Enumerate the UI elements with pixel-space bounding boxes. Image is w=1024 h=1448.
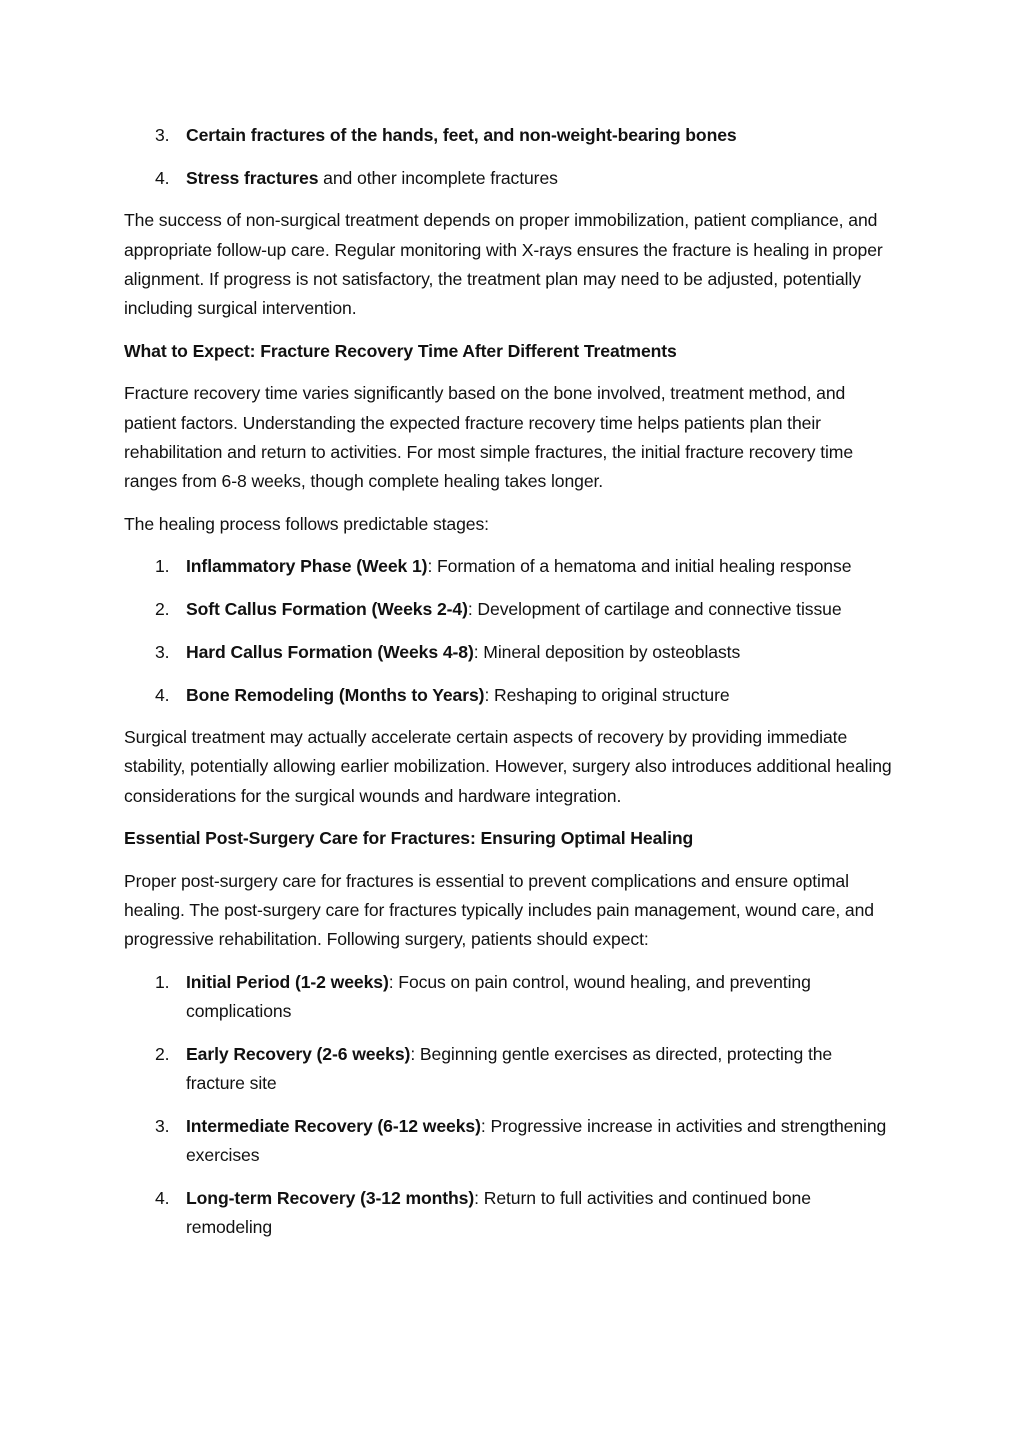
list-item xyxy=(124,1112,894,1170)
list-number: 2. xyxy=(155,1044,170,1065)
list-item-bold: Initial Period (1-2 weeks) xyxy=(186,972,389,993)
list-item-bold: Stress fractures xyxy=(186,167,319,188)
list-item xyxy=(124,164,894,193)
list-item-text: : Mineral deposition by osteoblasts xyxy=(473,641,741,662)
list-number: 1. xyxy=(155,556,170,577)
list-item xyxy=(124,638,894,667)
list-item-bold: Inflammatory Phase (Week 1) xyxy=(186,556,428,577)
list-item-bold: Hard Callus Formation (Weeks 4-8) xyxy=(186,641,474,662)
list-number: 3. xyxy=(155,641,170,662)
paragraph: The success of non-surgical treatment depends on proper immobilization, patient compliance, and appropriate follow-up care. Regular monitoring with X-rays ensures the fracture is healing in proper alignment. If progress is not satisfactory, the treatment plan may need to be adjusted, potentially including surgical intervention. xyxy=(124,210,883,319)
paragraph: The healing process follows predictable stages: xyxy=(124,513,489,534)
list-item-bold: Soft Callus Formation (Weeks 2-4) xyxy=(186,599,468,620)
list-item-text: : Progressive increase in activities and strengthening exercises xyxy=(186,1115,887,1166)
list-item-text: : Beginning gentle exercises as directed, protecting the fracture site xyxy=(186,1044,833,1094)
paragraph: Fracture recovery time varies significantly based on the bone involved, treatment method, and patient factors. Understanding the expected fracture recovery time helps patients plan their rehabilitation and return to activities. For most simple fractures, the initial fracture recovery time ranges from 6-8 weeks, though complete healing takes longer. xyxy=(124,383,854,492)
list-number: 2. xyxy=(155,599,170,620)
list-item-text: : Return to full activities and continued bone remodeling xyxy=(186,1187,811,1238)
list-item-bold: Bone Remodeling (Months to Years) xyxy=(186,684,485,705)
list-item-text: and other incomplete fractures xyxy=(318,167,558,188)
list-number: 4. xyxy=(155,1187,170,1208)
paragraph: Surgical treatment may actually accelerate certain aspects of recovery by providing immediate stability, potentially allowing earlier mobilization. However, surgery also introduces additional healing considerations for the surgical wounds and hardware integration. xyxy=(124,727,892,806)
list-item-bold: Long-term Recovery (3-12 months) xyxy=(186,1187,475,1208)
list-item xyxy=(124,121,894,150)
list-item-bold: Intermediate Recovery (6-12 weeks) xyxy=(186,1115,481,1136)
list-item-text: : Formation of a hematoma and initial healing response xyxy=(427,556,852,577)
list-item xyxy=(124,968,894,1026)
list-number: 1. xyxy=(155,972,170,993)
list-item xyxy=(124,595,894,624)
paragraph: Proper post-surgery care for fractures is essential to prevent complications and ensure optimal healing. The post-surgery care for fractures typically includes pain management, wound care, and progressive rehabilitation. Following surgery, patients should expect: xyxy=(124,871,874,950)
list-number: 4. xyxy=(155,684,170,705)
list-item xyxy=(124,552,894,581)
list-item-text: : Development of cartilage and connective tissue xyxy=(467,599,842,620)
list-number: 4. xyxy=(155,167,170,188)
list-item-bold: Early Recovery (2-6 weeks) xyxy=(186,1044,411,1065)
list-item-text: : Reshaping to original structure xyxy=(484,684,730,705)
list-item xyxy=(124,1184,894,1242)
list-item xyxy=(124,681,894,710)
list-item xyxy=(124,1040,894,1098)
list-item-text: : Focus on pain control, wound healing, and preventing complications xyxy=(186,972,811,1022)
list-item-bold: Certain fractures of the hands, feet, and non-weight-bearing bones xyxy=(186,125,737,145)
section-heading: Essential Post-Surgery Care for Fractures: Ensuring Optimal Healing xyxy=(124,828,694,849)
document-page xyxy=(124,121,894,1256)
list-number: 3. xyxy=(155,1115,170,1136)
section-heading: What to Expect: Fracture Recovery Time After Different Treatments xyxy=(124,340,677,361)
list-number: 3. xyxy=(155,125,170,145)
